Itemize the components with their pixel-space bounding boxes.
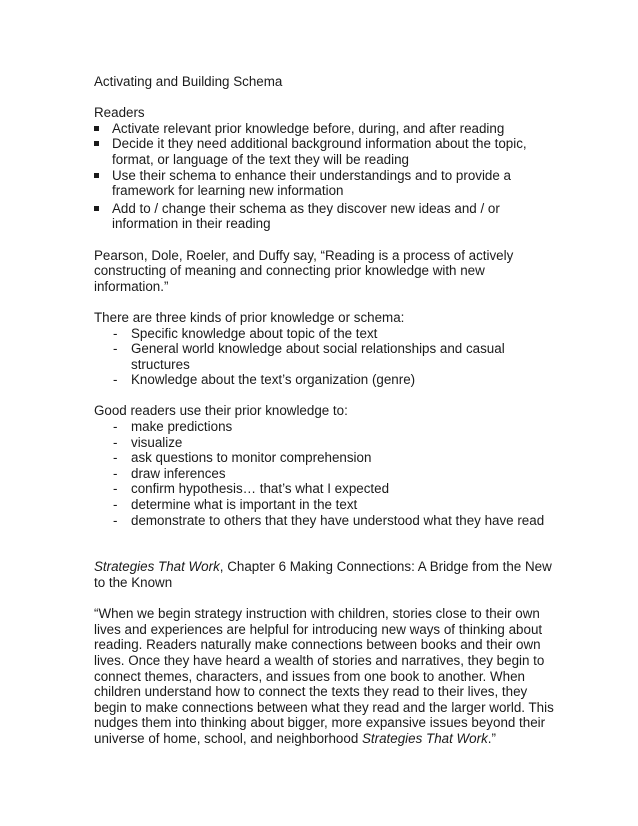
readers-bullet-item: Decide it they need additional background information about the topic, format, or language of the text they will be reading <box>94 136 554 167</box>
dash-marker: - <box>113 434 118 450</box>
dash-marker: - <box>113 450 118 466</box>
kinds-list-item: - General world knowledge about social relationships and casual structures <box>113 341 505 372</box>
source-citation <box>94 559 554 590</box>
good-readers-list-item: - ask questions to monitor comprehension <box>113 450 372 466</box>
dash-marker: - <box>113 372 118 388</box>
strategies-quote-text: “When we begin strategy instruction with children, stories close to their own lives and experiences are helpful for introducing new ways of thinking about reading. Readers naturally make connections between books and their own lives. Once they have heard a wealth of stories and narratives, they begin to connect themes, characters, and issues from one book to another. When children understand how to connect the texts they read to their lives, they begin to make connections between what they read and the larger world. This nudges them into thinking about bigger, more expansive issues beyond their universe of home, school, and neighborhood <box>94 606 554 746</box>
square-bullet-icon <box>94 141 99 146</box>
kinds-list-item: - Knowledge about the text’s organization (genre) <box>113 372 416 388</box>
dash-marker: - <box>113 497 118 513</box>
good-readers-list-item: - confirm hypothesis… that’s what I expected <box>113 481 390 497</box>
square-bullet-icon <box>94 173 99 178</box>
strategies-quote-book: Strategies That Work <box>362 730 488 746</box>
document-page <box>94 74 554 747</box>
source-book-title: Strategies That Work <box>94 559 220 575</box>
document-title: Activating and Building Schema <box>94 74 283 89</box>
good-readers-intro: Good readers use their prior knowledge to: <box>94 403 348 419</box>
source-chapter: , Chapter 6 Making Connections: A Bridge from the New to the Known <box>94 559 552 590</box>
kinds-dash-list <box>94 326 554 388</box>
square-bullet-icon <box>94 206 99 211</box>
readers-bullet-list <box>94 121 554 232</box>
good-readers-list-item: - demonstrate to others that they have understood what they have read <box>113 512 545 528</box>
square-bullet-icon <box>94 126 99 131</box>
strategies-quote <box>94 606 554 746</box>
dash-marker: - <box>113 325 118 341</box>
good-readers-dash-list <box>94 419 554 528</box>
dash-marker: - <box>113 481 118 497</box>
good-readers-list-item: - draw inferences <box>113 465 226 481</box>
kinds-intro: There are three kinds of prior knowledge or schema: <box>94 309 405 325</box>
readers-bullet-item: Add to / change their schema as they discover new ideas and / or information in their reading <box>94 201 554 232</box>
kinds-list-item: - Specific knowledge about topic of the text <box>113 325 378 341</box>
good-readers-list-item: - visualize <box>113 434 183 450</box>
readers-heading: Readers <box>94 105 145 121</box>
dash-marker: - <box>113 512 118 528</box>
good-readers-list-item: - make predictions <box>113 419 233 435</box>
dash-marker: - <box>113 341 118 357</box>
dash-marker: - <box>113 419 118 435</box>
strategies-quote-end: .” <box>487 730 496 746</box>
good-readers-list-item: - determine what is important in the text <box>113 497 358 513</box>
readers-bullet-item: Use their schema to enhance their understandings and to provide a framework for learning new information <box>94 168 554 199</box>
pearson-quote: Pearson, Dole, Roeler, and Duffy say, “Reading is a process of actively constructing of meaning and connecting prior knowledge with new information.” <box>94 247 514 294</box>
dash-marker: - <box>113 465 118 481</box>
readers-bullet-item: Activate relevant prior knowledge before, during, and after reading <box>94 121 554 137</box>
